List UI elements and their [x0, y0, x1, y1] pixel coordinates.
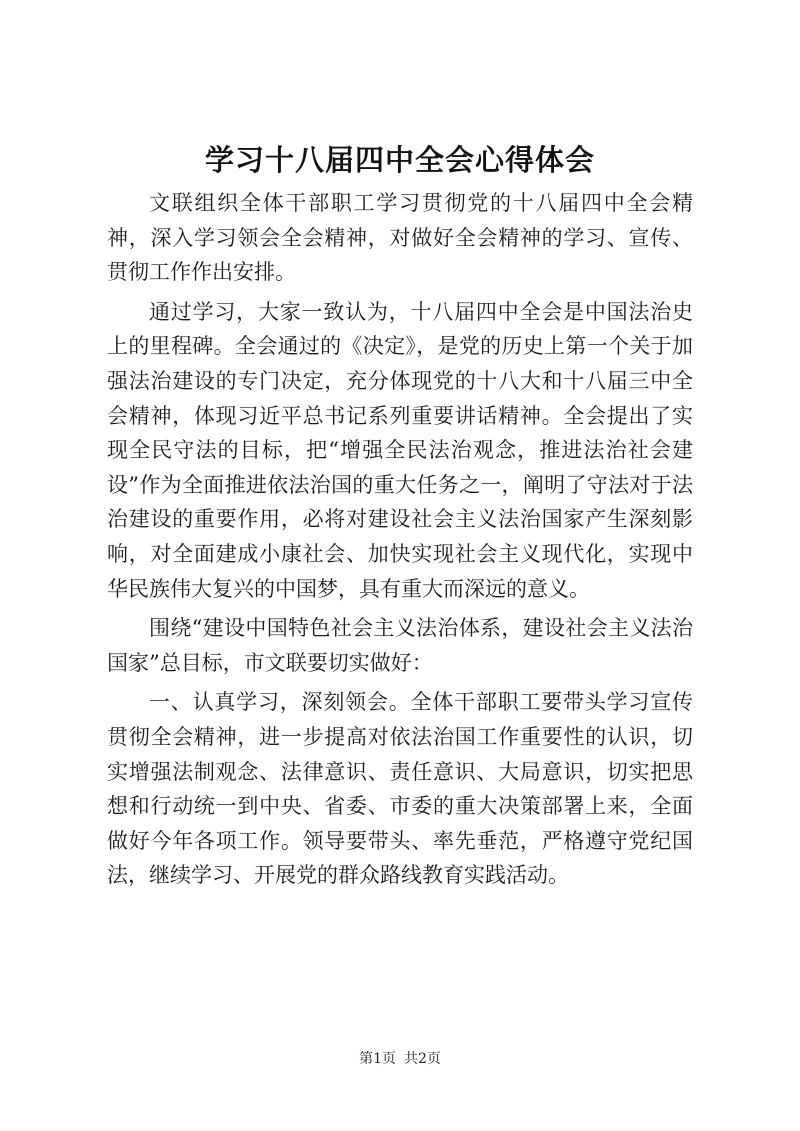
document-title: 学习十八届四中全会心得体会 — [204, 143, 595, 177]
paragraph-consensus: 通过学习，大家一致认为，十八届四中全会是中国法治史上的里程碑。全会通过的《决定》，是党的历史上第一个关于加强法治建设的专门决定，充分体现党的十八大和十八届三中全会精神，体现习近平总书记系列重要讲话精神。全会提出了实现全民守法的目标，把“增强全民法治观念，推进法治社会建设”作为全面推进依法治国的重大任务之一，阐明了守法对于法治建设的重要作用，必将对建设社会主义法治国家产生深刻影响，对全面建成小康社会、加快实现社会主义现代化，实现中华民族伟大复兴的中国梦，具有重大而深远的意义。 — [107, 299, 693, 601]
page-total: 共2页 — [404, 1051, 441, 1067]
page-number: 第1页 — [359, 1051, 396, 1067]
paragraph-goal: 围绕“建设中国特色社会主义法治体系，建设社会主义法治国家”总目标，市文联要切实做好： — [107, 616, 693, 675]
paragraph-point-one: 一、认真学习，深刻领会。全体干部职工要带头学习宣传贯彻全会精神，进一步提高对依法治国工作重要性的认识，切实增强法制观念、法律意识、责任意识、大局意识，切实把思想和行动统一到中央、省委、市委的重大决策部署上来，全面做好今年各项工作。领导要带头、率先垂范，严格遵守党纪国法，继续学习、开展党的群众路线教育实践活动。 — [107, 690, 693, 888]
paragraph-intro: 文联组织全体干部职工学习贯彻党的十八届四中全会精神，深入学习领会全会精神，对做好全会精神的学习、宣传、贯彻工作作出安排。 — [107, 191, 693, 285]
page-footer — [0, 1050, 800, 1068]
document-body — [107, 186, 693, 893]
